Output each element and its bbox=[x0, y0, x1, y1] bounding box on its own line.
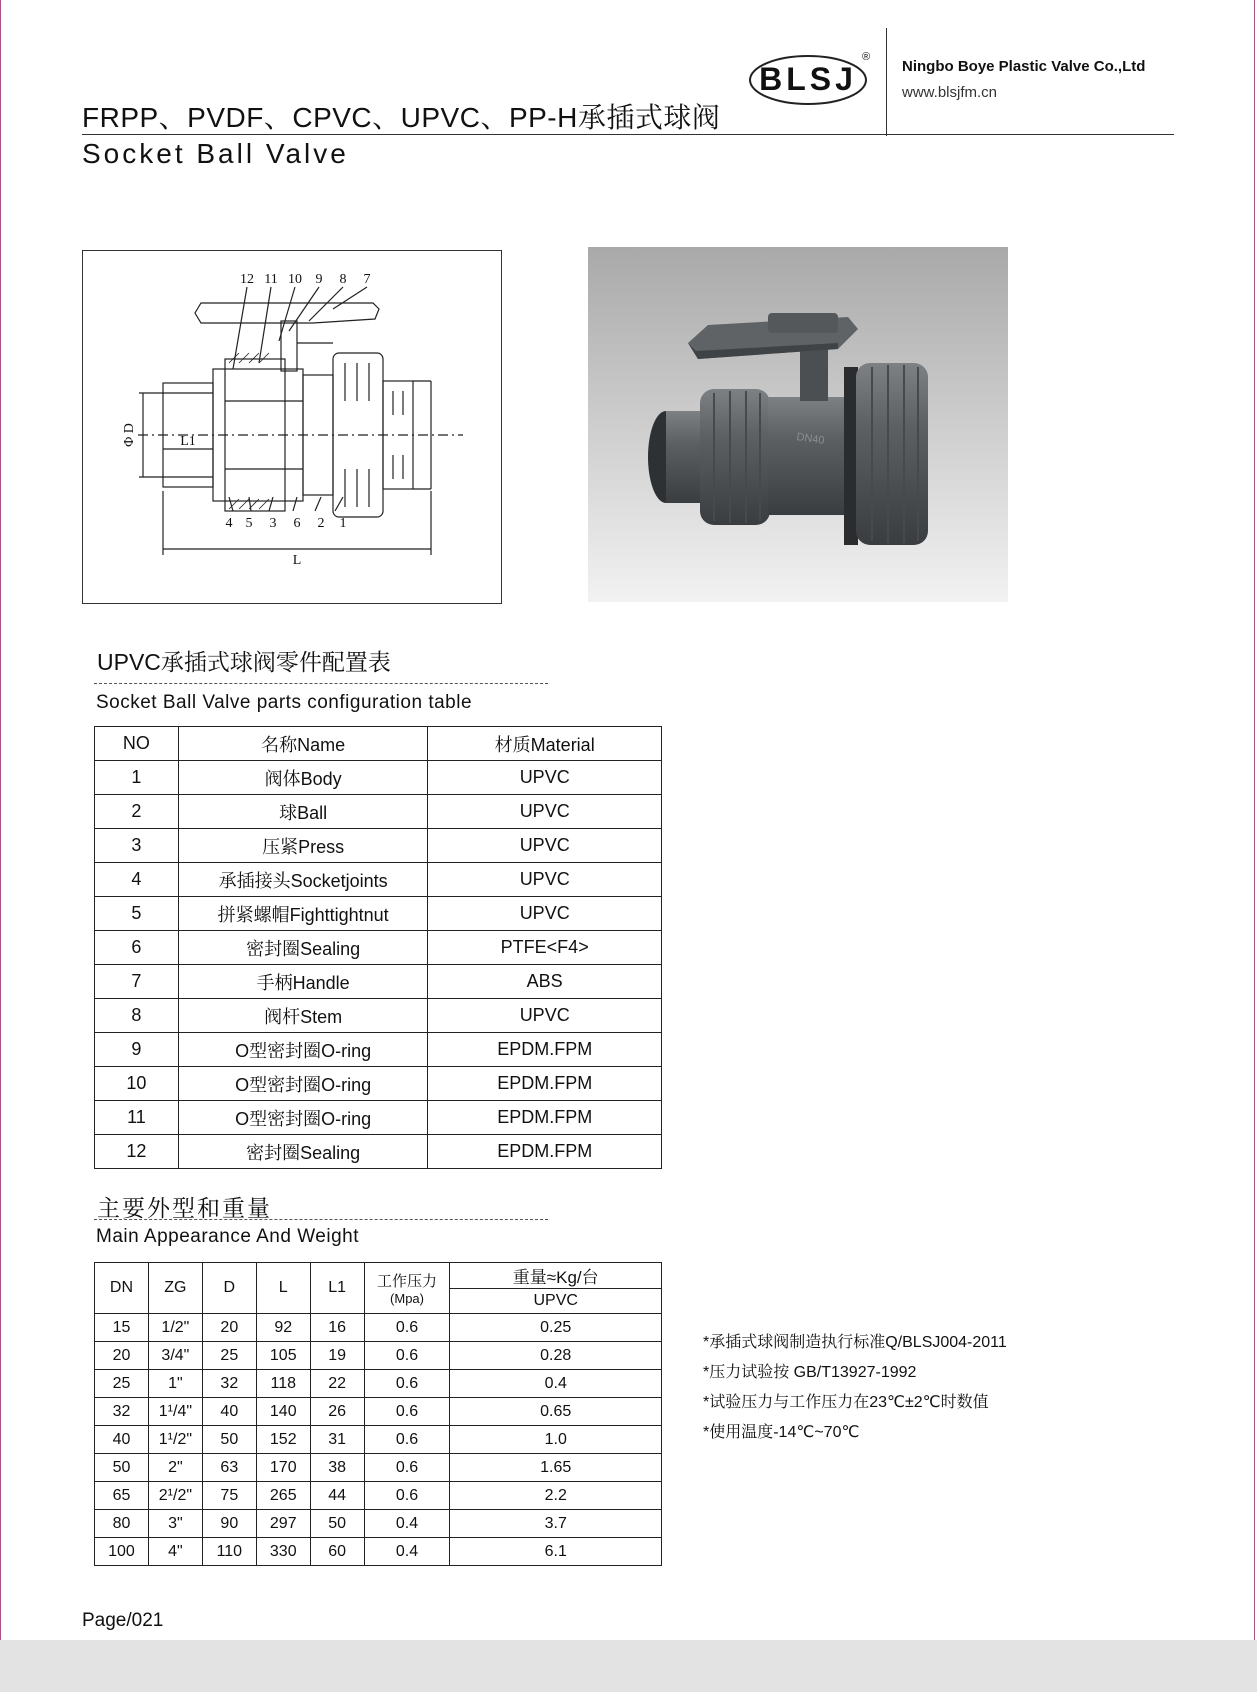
part-no: 12 bbox=[95, 1135, 179, 1169]
table-row bbox=[95, 1342, 662, 1370]
cell-pressure: 0.6 bbox=[364, 1342, 450, 1370]
cell-pressure: 0.6 bbox=[364, 1370, 450, 1398]
cell-l: 170 bbox=[256, 1454, 310, 1482]
header-pressure-label: 工作压力 bbox=[377, 1273, 438, 1290]
part-label-3: 3 bbox=[269, 516, 277, 531]
weights-header-row bbox=[95, 1263, 662, 1289]
cell-weight: 1.65 bbox=[450, 1454, 662, 1482]
part-no: 8 bbox=[95, 999, 179, 1033]
cell-dn: 15 bbox=[95, 1314, 149, 1342]
table-row bbox=[95, 897, 662, 931]
cell-weight: 2.2 bbox=[450, 1482, 662, 1510]
cell-l1: 26 bbox=[310, 1398, 364, 1426]
cell-l: 140 bbox=[256, 1398, 310, 1426]
cell-d: 75 bbox=[202, 1482, 256, 1510]
part-no: 9 bbox=[95, 1033, 179, 1067]
cell-l: 105 bbox=[256, 1342, 310, 1370]
cell-l: 330 bbox=[256, 1538, 310, 1566]
registered-mark: ® bbox=[861, 51, 871, 63]
part-no: 2 bbox=[95, 795, 179, 829]
part-no: 7 bbox=[95, 965, 179, 999]
cell-dn: 100 bbox=[95, 1538, 149, 1566]
table-row bbox=[95, 999, 662, 1033]
cell-pressure: 0.4 bbox=[364, 1510, 450, 1538]
table-row bbox=[95, 965, 662, 999]
header-l1: L1 bbox=[310, 1263, 364, 1314]
cell-dn: 40 bbox=[95, 1426, 149, 1454]
company-name: Ningbo Boye Plastic Valve Co.,Ltd bbox=[902, 58, 1146, 75]
part-no: 5 bbox=[95, 897, 179, 931]
cell-d: 50 bbox=[202, 1426, 256, 1454]
header-divider bbox=[82, 134, 1174, 135]
part-material: UPVC bbox=[428, 897, 662, 931]
table-row bbox=[95, 1454, 662, 1482]
table-row bbox=[95, 1314, 662, 1342]
cell-d: 32 bbox=[202, 1370, 256, 1398]
part-label-9: 9 bbox=[315, 272, 323, 287]
dimension-d-label: Φ D bbox=[122, 423, 137, 447]
cell-dn: 25 bbox=[95, 1370, 149, 1398]
cell-l1: 22 bbox=[310, 1370, 364, 1398]
part-no: 10 bbox=[95, 1067, 179, 1101]
part-name: 承插接头Socketjoints bbox=[178, 863, 428, 897]
part-name: 阀杆Stem bbox=[178, 999, 428, 1033]
cell-zg: 1/2" bbox=[148, 1314, 202, 1342]
page-border-right bbox=[1254, 0, 1255, 1640]
dimension-l1-label: L1 bbox=[180, 434, 196, 449]
cell-dn: 80 bbox=[95, 1510, 149, 1538]
part-label-10: 10 bbox=[288, 272, 302, 287]
table-row bbox=[95, 829, 662, 863]
part-label-5: 5 bbox=[245, 516, 253, 531]
cell-l1: 60 bbox=[310, 1538, 364, 1566]
cell-d: 110 bbox=[202, 1538, 256, 1566]
cell-zg: 3/4" bbox=[148, 1342, 202, 1370]
weight-section-title-cn: 主要外型和重量 bbox=[97, 1195, 272, 1221]
part-material: EPDM.FPM bbox=[428, 1033, 662, 1067]
part-no: 11 bbox=[95, 1101, 179, 1135]
header-no: NO bbox=[95, 727, 179, 761]
part-material: EPDM.FPM bbox=[428, 1067, 662, 1101]
part-name: 阀体Body bbox=[178, 761, 428, 795]
parts-table bbox=[94, 726, 662, 1169]
header-weight: 重量≈Kg/台 bbox=[450, 1263, 662, 1289]
cell-l: 92 bbox=[256, 1314, 310, 1342]
note-pressure-test: *压力试验按 GB/T13927-1992 bbox=[703, 1364, 917, 1381]
cell-l1: 50 bbox=[310, 1510, 364, 1538]
table-row bbox=[95, 931, 662, 965]
header-d: D bbox=[202, 1263, 256, 1314]
part-name: 拼紧螺帽Fighttightnut bbox=[178, 897, 428, 931]
dimensions-weight-table bbox=[94, 1262, 662, 1566]
cell-d: 25 bbox=[202, 1342, 256, 1370]
photo-body-mark: DN40 bbox=[795, 431, 826, 447]
cell-pressure: 0.6 bbox=[364, 1482, 450, 1510]
valve-section-diagram bbox=[82, 250, 502, 604]
part-label-4: 4 bbox=[225, 516, 233, 531]
cell-pressure: 0.4 bbox=[364, 1538, 450, 1566]
part-name: 球Ball bbox=[178, 795, 428, 829]
cell-weight: 3.7 bbox=[450, 1510, 662, 1538]
valve-drawing bbox=[83, 251, 501, 603]
part-name: O型密封圈O-ring bbox=[178, 1101, 428, 1135]
dimension-l-label: L bbox=[292, 553, 302, 568]
parts-section-divider bbox=[94, 683, 548, 684]
part-label-6: 6 bbox=[293, 516, 301, 531]
part-name: 压紧Press bbox=[178, 829, 428, 863]
cell-zg: 4" bbox=[148, 1538, 202, 1566]
part-label-12: 12 bbox=[240, 272, 254, 287]
header-dn: DN bbox=[95, 1263, 149, 1314]
table-row bbox=[95, 1067, 662, 1101]
page-border-left bbox=[0, 0, 1, 1640]
cell-dn: 50 bbox=[95, 1454, 149, 1482]
part-label-2: 2 bbox=[317, 516, 325, 531]
note-test-temperature: *试验压力与工作压力在23℃±2℃时数值 bbox=[703, 1394, 989, 1411]
cell-weight: 6.1 bbox=[450, 1538, 662, 1566]
part-name: O型密封圈O-ring bbox=[178, 1067, 428, 1101]
cell-zg: 3" bbox=[148, 1510, 202, 1538]
note-standard: *承插式球阀制造执行标准Q/BLSJ004-2011 bbox=[703, 1334, 1007, 1351]
cell-zg: 2" bbox=[148, 1454, 202, 1482]
part-label-11: 11 bbox=[264, 272, 278, 287]
table-row bbox=[95, 1426, 662, 1454]
cell-zg: 2¹/2" bbox=[148, 1482, 202, 1510]
table-row bbox=[95, 1398, 662, 1426]
cell-l1: 19 bbox=[310, 1342, 364, 1370]
cell-zg: 1¹/4" bbox=[148, 1398, 202, 1426]
cell-dn: 65 bbox=[95, 1482, 149, 1510]
table-row bbox=[95, 761, 662, 795]
header-zg: ZG bbox=[148, 1263, 202, 1314]
header-pressure bbox=[364, 1263, 450, 1314]
part-no: 6 bbox=[95, 931, 179, 965]
cell-weight: 0.4 bbox=[450, 1370, 662, 1398]
company-website[interactable]: www.blsjfm.cn bbox=[902, 84, 998, 101]
part-name: 密封圈Sealing bbox=[178, 1135, 428, 1169]
part-name: O型密封圈O-ring bbox=[178, 1033, 428, 1067]
header-material: 材质Material bbox=[428, 727, 662, 761]
cell-weight: 0.25 bbox=[450, 1314, 662, 1342]
part-material: UPVC bbox=[428, 829, 662, 863]
table-row bbox=[95, 795, 662, 829]
cell-pressure: 0.6 bbox=[364, 1426, 450, 1454]
table-row bbox=[95, 1101, 662, 1135]
table-row bbox=[95, 1033, 662, 1067]
header-name: 名称Name bbox=[178, 727, 428, 761]
cell-pressure: 0.6 bbox=[364, 1454, 450, 1482]
part-material: EPDM.FPM bbox=[428, 1135, 662, 1169]
part-material: ABS bbox=[428, 965, 662, 999]
part-material: UPVC bbox=[428, 761, 662, 795]
part-no: 1 bbox=[95, 761, 179, 795]
part-no: 3 bbox=[95, 829, 179, 863]
cell-weight: 0.65 bbox=[450, 1398, 662, 1426]
part-material: EPDM.FPM bbox=[428, 1101, 662, 1135]
table-row bbox=[95, 863, 662, 897]
part-name: 密封圈Sealing bbox=[178, 931, 428, 965]
part-no: 4 bbox=[95, 863, 179, 897]
cell-l: 265 bbox=[256, 1482, 310, 1510]
cell-l: 297 bbox=[256, 1510, 310, 1538]
cell-dn: 32 bbox=[95, 1398, 149, 1426]
page-number: Page/021 bbox=[82, 1610, 164, 1631]
cell-l: 152 bbox=[256, 1426, 310, 1454]
cell-l1: 38 bbox=[310, 1454, 364, 1482]
part-name: 手柄Handle bbox=[178, 965, 428, 999]
cell-l1: 44 bbox=[310, 1482, 364, 1510]
cell-l1: 31 bbox=[310, 1426, 364, 1454]
cell-zg: 1¹/2" bbox=[148, 1426, 202, 1454]
cell-weight: 0.28 bbox=[450, 1342, 662, 1370]
product-photo bbox=[588, 247, 1008, 602]
table-row bbox=[95, 1482, 662, 1510]
cell-l: 118 bbox=[256, 1370, 310, 1398]
parts-table-header bbox=[95, 727, 662, 761]
header-l: L bbox=[256, 1263, 310, 1314]
page-title-en: Socket Ball Valve bbox=[82, 138, 349, 169]
valve-photo-illustration bbox=[588, 247, 1008, 602]
parts-section-title-en: Socket Ball Valve parts configuration table bbox=[96, 692, 473, 713]
header-weight-upvc: UPVC bbox=[450, 1289, 662, 1314]
cell-weight: 1.0 bbox=[450, 1426, 662, 1454]
cell-pressure: 0.6 bbox=[364, 1398, 450, 1426]
part-material: UPVC bbox=[428, 795, 662, 829]
cell-dn: 20 bbox=[95, 1342, 149, 1370]
part-material: UPVC bbox=[428, 999, 662, 1033]
part-label-1: 1 bbox=[339, 516, 347, 531]
page-title-cn: FRPP、PVDF、CPVC、UPVC、PP-H承插式球阀 bbox=[82, 102, 721, 133]
viewer-bottom-bar bbox=[0, 1640, 1257, 1692]
part-label-8: 8 bbox=[339, 272, 347, 287]
table-row bbox=[95, 1510, 662, 1538]
cell-d: 90 bbox=[202, 1510, 256, 1538]
table-row bbox=[95, 1370, 662, 1398]
table-row bbox=[95, 1135, 662, 1169]
header-pressure-unit: (Mpa) bbox=[390, 1291, 424, 1306]
part-material: PTFE<F4> bbox=[428, 931, 662, 965]
cell-l1: 16 bbox=[310, 1314, 364, 1342]
spec-notes bbox=[703, 1328, 1007, 1448]
table-row bbox=[95, 1538, 662, 1566]
note-operating-temperature: *使用温度-14℃~70℃ bbox=[703, 1424, 860, 1441]
cell-d: 63 bbox=[202, 1454, 256, 1482]
part-label-7: 7 bbox=[363, 272, 371, 287]
company-logo bbox=[748, 50, 874, 108]
cell-d: 20 bbox=[202, 1314, 256, 1342]
weight-section-title-en: Main Appearance And Weight bbox=[96, 1226, 359, 1247]
cell-d: 40 bbox=[202, 1398, 256, 1426]
parts-section-title-cn: UPVC承插式球阀零件配置表 bbox=[97, 649, 391, 675]
cell-pressure: 0.6 bbox=[364, 1314, 450, 1342]
logo-text: BLSJ bbox=[759, 61, 857, 97]
cell-zg: 1" bbox=[148, 1370, 202, 1398]
weight-section-divider bbox=[94, 1219, 548, 1220]
header-vertical-divider bbox=[886, 28, 887, 136]
part-material: UPVC bbox=[428, 863, 662, 897]
